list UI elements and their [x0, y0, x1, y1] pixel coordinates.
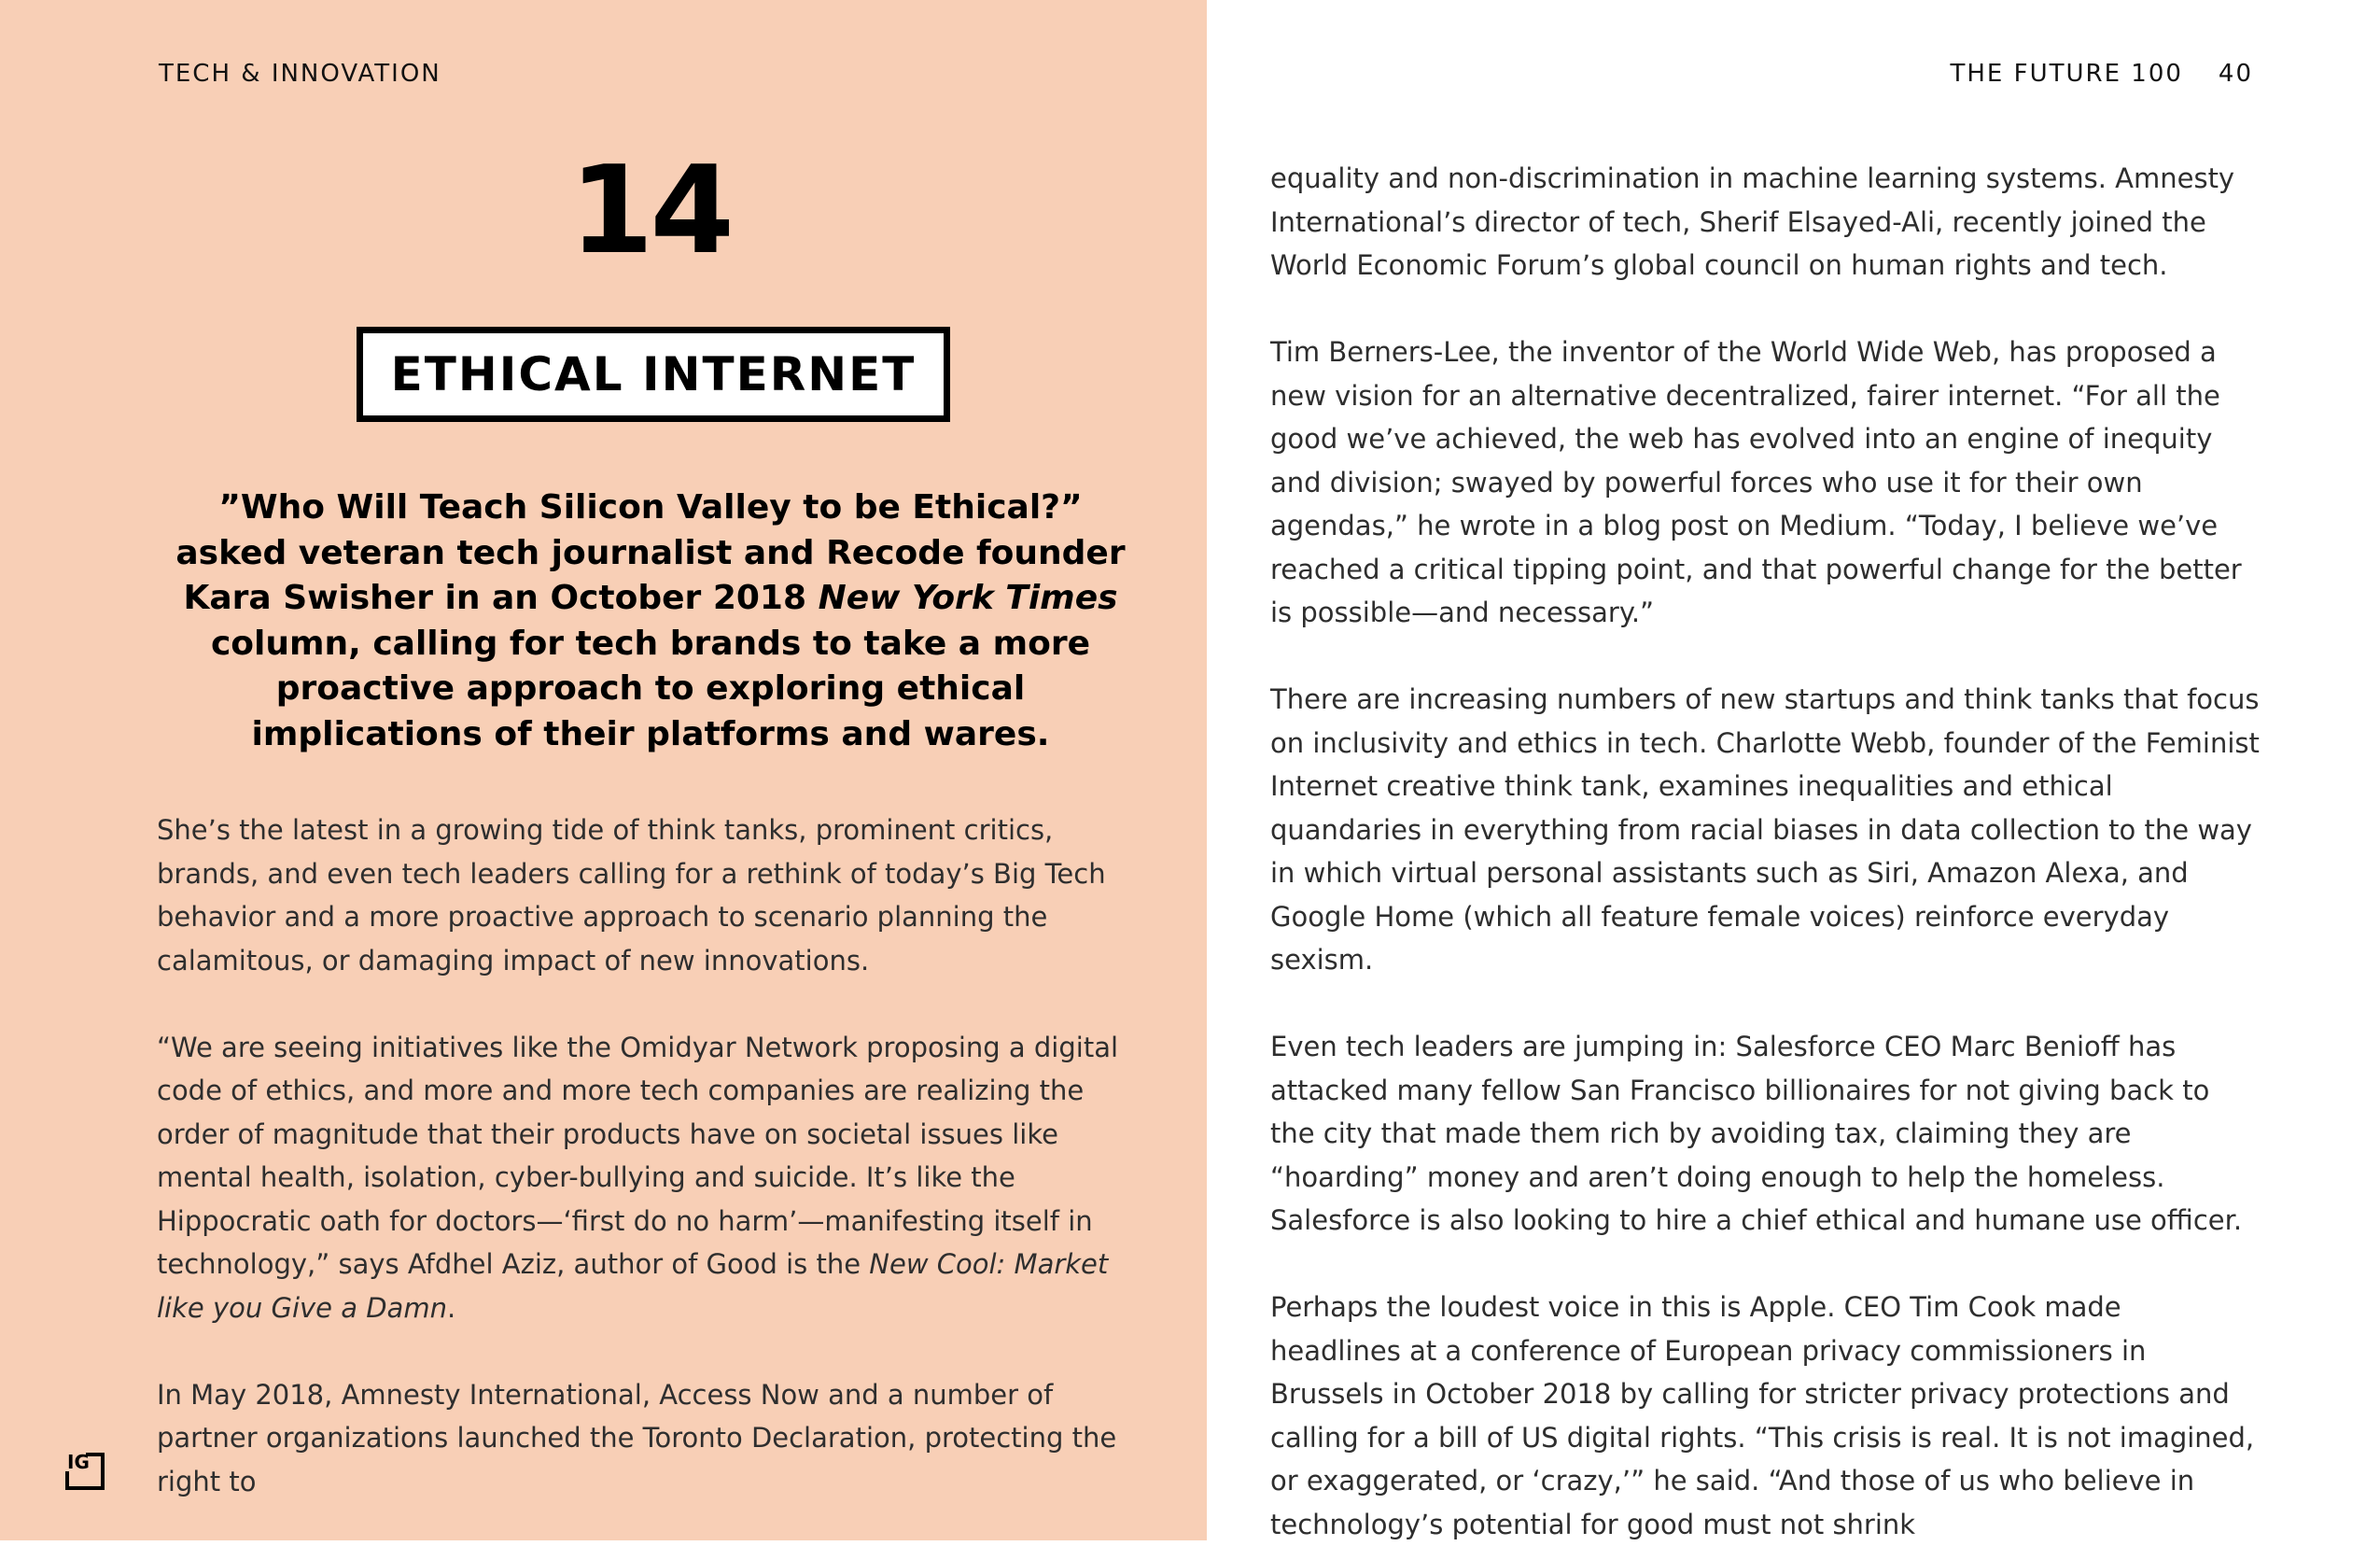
quote-end: .: [446, 1291, 456, 1324]
trend-title: ETHICAL INTERNET: [390, 347, 917, 401]
lede-paragraph: [159, 485, 1142, 757]
publication-title: THE FUTURE 100: [1950, 60, 2183, 88]
lede-text-2: column, calling for tech brands to take a more proactive approach to exploring ethical implications of their platforms and wares.: [210, 624, 1091, 753]
body-paragraph-quote: [157, 1026, 1146, 1330]
left-body-column: [157, 808, 1146, 1503]
page-number: 40: [2218, 60, 2253, 88]
body-paragraph: Tim Berners-Lee, the inventor of the World Wide Web, has proposed a new vision for an alternative decentralized, fairer internet. “For all the good we’ve achieved, the web has evolved into an engine of inequity and division; swayed by powerful forces who use it for their own agendas,” he wrote in a blog post on Medium. “Today, I believe we’ve reached a critical tipping point, and that powerful change for the better is possible—and necessary.”: [1270, 336, 2242, 628]
book-title: New Cool: Market like you Give a Damn: [157, 1248, 1109, 1324]
section-label: TECH & INNOVATION: [159, 60, 441, 88]
body-paragraph: In May 2018, Amnesty International, Access Now and a number of partner organizations launched the Toronto Declaration, protecting the right to: [157, 1378, 1117, 1497]
trend-number: 14: [569, 139, 731, 281]
body-paragraph: equality and non-discrimination in machine learning systems. Amnesty International’s director of tech, Sherif Elsayed-Ali, recently joined the World Economic Forum’s global council on human rights and tech.: [1270, 162, 2235, 281]
body-paragraph: There are increasing numbers of new startups and think tanks that focus on inclusivity and ethics in tech. Charlotte Webb, founder of the Feminist Internet creative think tank, examines inequalities and ethical quandaries in everything from racial biases in data collection to the way in which virtual personal assistants such as Siri, Amazon Alexa, and Google Home (which all feature female voices) reinforce everyday sexism.: [1270, 683, 2260, 976]
trend-title-box: [357, 327, 950, 422]
body-paragraph: She’s the latest in a growing tide of think tanks, prominent critics, brands, and even tech leaders calling for a rethink of today’s Big Tech behavior and a more proactive approach to scenario planning the calamitous, or damaging impact of new innovations.: [157, 814, 1106, 977]
intelligence-group-logo-icon: [65, 1451, 105, 1490]
right-body-column: [1270, 157, 2260, 1546]
logo-text: IG: [67, 1451, 90, 1473]
quote-text: “We are seeing initiatives like the Omidyar Network proposing a digital code of ethics, and more and more tech companies are realizing the order of magnitude that their products have on societal issues like mental health, isolation, cyber-bullying and suicide. It’s like the Hippocratic oath for doctors—‘first do no harm’—manifesting itself in technology,” says Afdhel Aziz, author of Good is the: [157, 1031, 1119, 1280]
lede-text-1: ”Who Will Teach Silicon Valley to be Ethical?” asked veteran tech journalist and Recode founder Kara Swisher in an October 2018: [175, 488, 1126, 617]
page-header-right: [1951, 60, 2254, 88]
body-paragraph: Even tech leaders are jumping in: Salesforce CEO Marc Benioff has attacked many fellow San Francisco billionaires for not giving back to the city that made them rich by avoiding tax, claiming they are “hoarding” money and aren’t doing enough to help the homeless. Salesforce is also looking to hire a chief ethical and humane use officer.: [1270, 1031, 2243, 1236]
lede-italic: New York Times: [818, 579, 1118, 617]
body-paragraph: Perhaps the loudest voice in this is Apple. CEO Tim Cook made headlines at a conference of European privacy commissioners in Brussels in October 2018 by calling for stricter privacy protections and calling for a bill of US digital rights. “This crisis is real. It is not imagined, or exaggerated, or ‘crazy,’” he said. “And those of us who believe in technology’s potential for good must not shrink: [1270, 1291, 2255, 1540]
